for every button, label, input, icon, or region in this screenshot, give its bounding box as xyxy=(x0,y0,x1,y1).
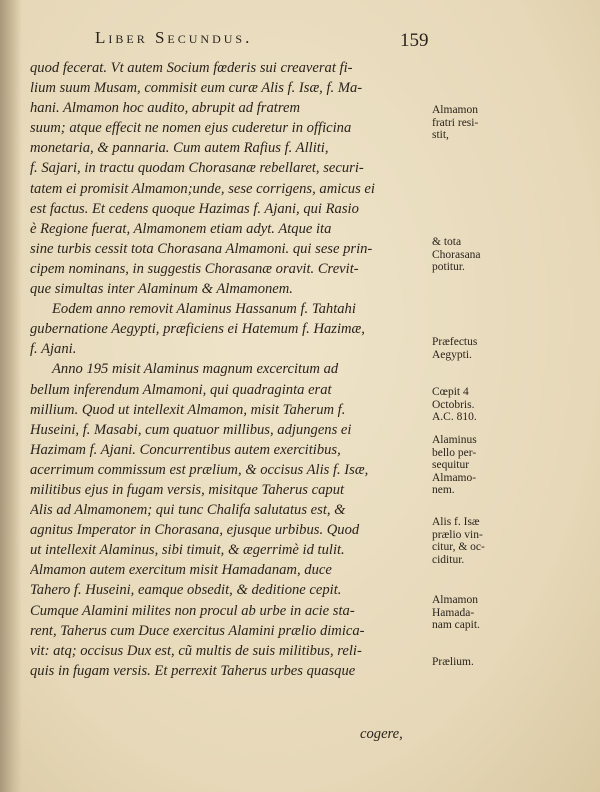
margin-note-line: nem. xyxy=(432,484,455,496)
margin-note-line: bello per- xyxy=(432,446,477,459)
text-line: Huseini, f. Masabi, cum quatuor millibus, adjungens ei xyxy=(30,421,352,438)
margin-note-line: Præfectus xyxy=(432,336,478,348)
text-line: è Regione fuerat, Almamonem etiam adyt. Atque ita xyxy=(30,220,332,237)
text-line: Cumque Alamini milites non procul ab urbe in acie sta- xyxy=(30,602,355,619)
margin-note-line: sequitur xyxy=(432,459,470,471)
text-line: quod fecerat. Vt autem Socium fœderis sui creaverat fi- xyxy=(30,60,353,76)
margin-note xyxy=(432,656,532,669)
text-line: ut intellexit Alaminus, sibi timuit, & ægerrimè id tulit. xyxy=(30,542,345,559)
margin-note-line: Hamada- xyxy=(432,606,475,619)
text-line: agnitus Imperator in Chorasana, ejusque urbibus. Quod xyxy=(30,522,360,539)
text-line: f. Sajari, in tractu quodam Chorasanæ rebellaret, securi- xyxy=(30,160,364,177)
text-line: Almamon autem exercitum misit Hamadanam, duce xyxy=(30,562,332,579)
margin-note xyxy=(432,516,532,566)
margin-note-line: fratri resi- xyxy=(432,116,479,129)
margin-note xyxy=(432,386,532,424)
catchword: cogere, xyxy=(360,726,403,742)
margin-note-line: Aegypti. xyxy=(432,348,472,361)
text-line: vit: atq; occisus Dux est, cũ multis de suis militibus, reli- xyxy=(30,642,362,659)
margin-note-line: Alis f. Isæ xyxy=(432,516,480,528)
text-line: monetaria, & pannaria. Cum autem Rafius f. Alliti, xyxy=(30,140,329,157)
paragraph-2 xyxy=(30,299,430,359)
margin-note-line: Alaminus xyxy=(432,434,477,446)
margin-note-line: Octobris. xyxy=(432,398,475,411)
text-line: cipem nominans, in suggestis Chorasanæ oravit. Crevit- xyxy=(30,260,359,277)
margin-note xyxy=(432,236,532,274)
text-line: hani. Almamon hoc audito, abrupit ad fratrem xyxy=(30,100,300,117)
margin-note xyxy=(432,434,532,497)
text-line: Eodem anno removit Alaminus Hassanum f. Tahtahi xyxy=(52,301,356,318)
paragraph-3 xyxy=(30,359,430,681)
text-line: gubernatione Aegypti, præficiens ei Hatemum f. Hazimæ, xyxy=(30,321,365,338)
text-line: rent, Taherus cum Duce exercitus Alamini prælio dimica- xyxy=(30,622,365,639)
text-line: acerrimum commissum est prælium, & occisus Alis f. Isæ, xyxy=(30,461,369,478)
margin-note-line: ciditur. xyxy=(432,553,465,566)
margin-note-line: nam capit. xyxy=(432,619,480,631)
text-line: Anno 195 misit Alaminus magnum excercitum ad xyxy=(52,361,339,378)
main-text-block xyxy=(30,58,430,681)
margin-note-line: Cœpit 4 xyxy=(432,386,469,398)
running-title: Liber Secundus. xyxy=(95,28,253,47)
text-line: militibus ejus in fugam versis, misitque Taherus caput xyxy=(30,481,345,498)
margin-note-line: Almamo- xyxy=(432,471,477,484)
text-line: lium suum Musam, commisit eum curæ Alis f. Isæ, f. Ma- xyxy=(30,80,363,97)
text-line: Alis ad Almamonem; qui tunc Chalifa salutatus est, & xyxy=(30,502,346,519)
margin-note-line: stit, xyxy=(432,129,449,141)
margin-note-line: prælio vin- xyxy=(432,528,483,541)
margin-note-line: A.C. 810. xyxy=(432,411,477,423)
text-line: que simultas inter Alaminum & Almamonem. xyxy=(30,281,293,298)
page-number: 159 xyxy=(400,30,429,51)
page-gutter-shadow xyxy=(0,0,22,792)
text-line: suum; atque effecit ne nomen ejus cuderetur in officina xyxy=(30,120,352,137)
margin-note-line: Almamon xyxy=(432,594,478,606)
margin-note-line: citur, & oc- xyxy=(432,541,485,553)
margin-note xyxy=(432,336,532,361)
margin-note-line: & tota xyxy=(432,236,462,248)
margin-note-line: Prælium. xyxy=(432,656,474,668)
text-line: quis in fugam versis. Et perrexit Taherus urbes quasque xyxy=(30,662,356,679)
text-line: bellum inferendum Almamoni, qui quadraginta erat xyxy=(30,381,332,398)
margin-note-line: Almamon xyxy=(432,104,478,116)
text-line: sine turbis cessit tota Chorasana Almamoni. qui sese prin- xyxy=(30,240,373,257)
margin-note xyxy=(432,104,532,142)
text-line: est factus. Et cedens quoque Hazimas f. Ajani, qui Rasio xyxy=(30,200,359,217)
text-line: Hazimam f. Ajani. Concurrentibus autem exercitibus, xyxy=(30,441,341,458)
text-line: f. Ajani. xyxy=(30,341,77,358)
margin-note xyxy=(432,594,532,632)
margin-note-line: Chorasana xyxy=(432,248,481,261)
paragraph-1 xyxy=(30,58,430,299)
text-line: tatem ei promisit Almamon;unde, sese corrigens, amicus ei xyxy=(30,180,375,197)
text-line: Tahero f. Huseini, eamque obsedit, & deditione cepit. xyxy=(30,582,342,599)
margin-note-line: potitur. xyxy=(432,261,465,273)
text-line: millium. Quod ut intellexit Almamon, misit Taherum f. xyxy=(30,401,346,418)
